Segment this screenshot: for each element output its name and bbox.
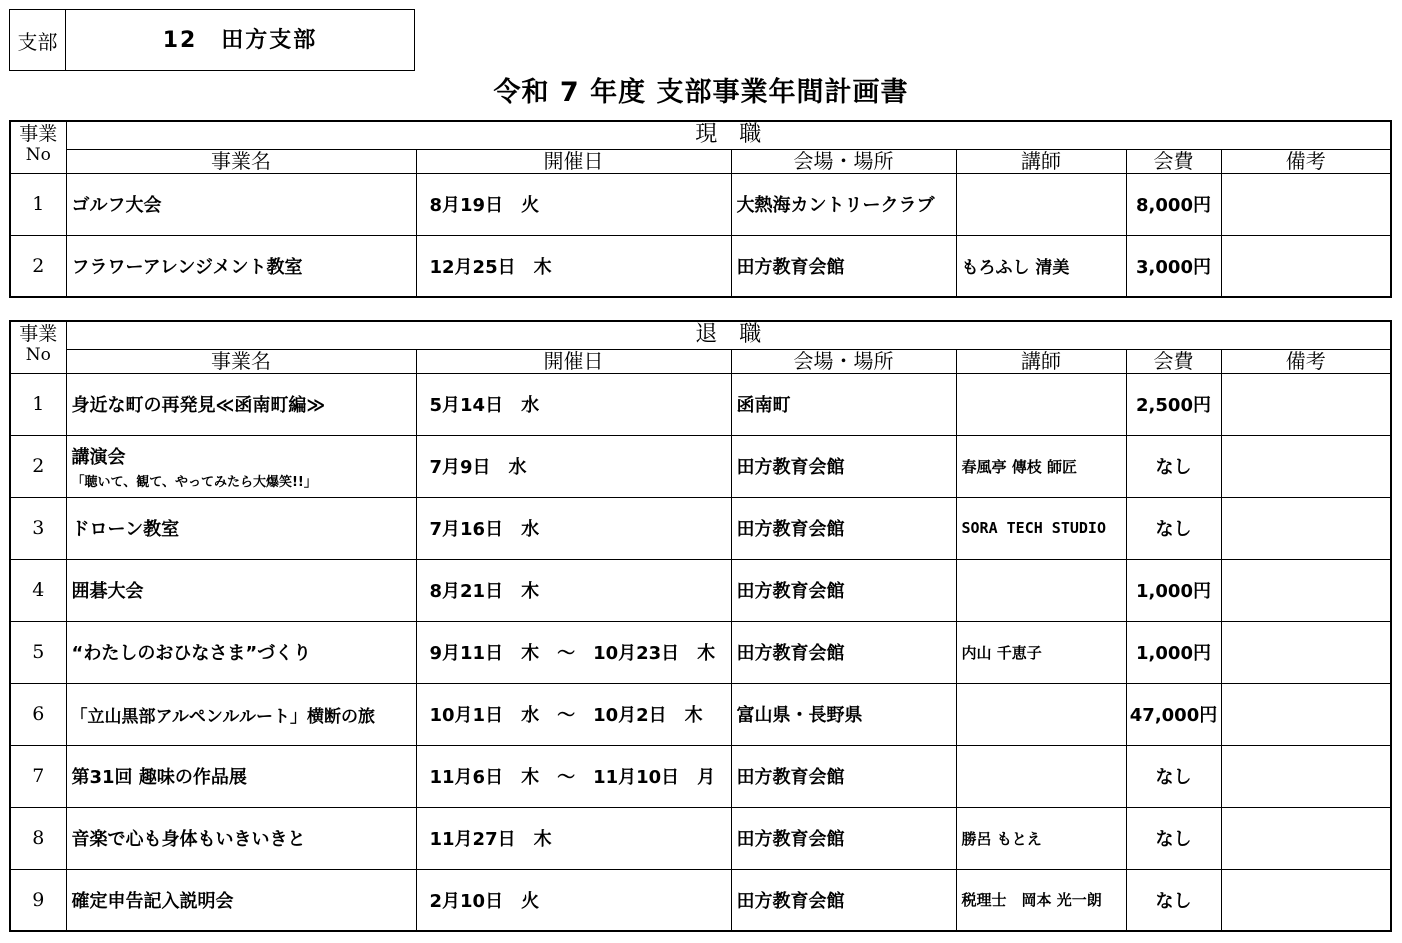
number-header-top: 事業 (19, 123, 58, 145)
venue: 田方教育会館 (731, 497, 956, 559)
notes (1221, 745, 1391, 807)
header-notes: 備考 (1221, 149, 1391, 173)
header-date: 開催日 (416, 349, 731, 373)
venue: 田方教育会館 (731, 235, 956, 297)
section-title: 退 職 (66, 321, 1391, 349)
header-lecturer: 講師 (956, 349, 1126, 373)
table-row (10, 173, 1391, 235)
fee: 3,000円 (1126, 235, 1221, 297)
event-name: 囲碁大会 (66, 559, 416, 621)
table-row (10, 373, 1391, 435)
event-name: フラワーアレンジメント教室 (66, 235, 416, 297)
fee: 8,000円 (1126, 173, 1221, 235)
notes (1221, 559, 1391, 621)
fee: なし (1126, 435, 1221, 497)
notes (1221, 435, 1391, 497)
notes (1221, 235, 1391, 297)
notes (1221, 373, 1391, 435)
event-name: 身近な町の再発見≪函南町編≫ (66, 373, 416, 435)
branch-box (9, 9, 415, 71)
header-date: 開催日 (416, 149, 731, 173)
branch-label: 支部 (10, 10, 66, 70)
lecturer: 勝呂 もとえ (956, 807, 1126, 869)
header-notes: 備考 (1221, 349, 1391, 373)
event-date: 8月21日 木 (416, 559, 731, 621)
section-header-row (10, 321, 1391, 349)
table-row (10, 235, 1391, 297)
event-name: 確定申告記入説明会 (66, 869, 416, 931)
column-header-row (10, 349, 1391, 373)
venue: 富山県・長野県 (731, 683, 956, 745)
lecturer (956, 745, 1126, 807)
table-row (10, 683, 1391, 745)
header-event: 事業名 (66, 349, 416, 373)
event-date: 8月19日 火 (416, 173, 731, 235)
branch-name: 12 田方支部 (162, 27, 318, 53)
row-number: 2 (10, 235, 66, 297)
venue: 田方教育会館 (731, 807, 956, 869)
event-subtitle: 「聴いて、観て、やってみたら大爆笑!!」 (71, 474, 317, 490)
event-name: ゴルフ大会 (66, 173, 416, 235)
notes (1221, 497, 1391, 559)
event-name: 「立山黒部アルペンルルート」横断の旅 (66, 683, 416, 745)
lecturer: 税理士 岡本 光一朗 (956, 869, 1126, 931)
event-date: 7月16日 水 (416, 497, 731, 559)
notes (1221, 621, 1391, 683)
lecturer: もろふし 清美 (956, 235, 1126, 297)
event-name: ドローン教室 (66, 497, 416, 559)
header-lecturer: 講師 (956, 149, 1126, 173)
row-number: 5 (10, 621, 66, 683)
lecturer (956, 173, 1126, 235)
event-name: 第31回 趣味の作品展 (66, 745, 416, 807)
row-number: 1 (10, 173, 66, 235)
fee: なし (1126, 497, 1221, 559)
row-number: 6 (10, 683, 66, 745)
fee: 1,000円 (1126, 621, 1221, 683)
table-row (10, 807, 1391, 869)
event-name: 講演会 (71, 446, 126, 468)
notes (1221, 807, 1391, 869)
event-date: 11月6日 木 ～ 11月10日 月 (416, 745, 731, 807)
lecturer (956, 373, 1126, 435)
section-title: 現 職 (66, 121, 1391, 149)
row-number: 9 (10, 869, 66, 931)
column-header-row (10, 149, 1391, 173)
event-name: 音楽で心も身体もいきいきと (66, 807, 416, 869)
header-event: 事業名 (66, 149, 416, 173)
event-date: 10月1日 水 ～ 10月2日 木 (416, 683, 731, 745)
header-venue: 会場・場所 (731, 149, 956, 173)
table-row (10, 621, 1391, 683)
fee: 47,000円 (1126, 683, 1221, 745)
number-header (10, 121, 66, 173)
venue: 大熱海カントリークラブ (731, 173, 956, 235)
notes (1221, 173, 1391, 235)
notes (1221, 869, 1391, 931)
row-number: 2 (10, 435, 66, 497)
section-header-row (10, 121, 1391, 149)
venue: 田方教育会館 (731, 745, 956, 807)
fee: 1,000円 (1126, 559, 1221, 621)
table-row (10, 559, 1391, 621)
number-header (10, 321, 66, 373)
document-title: 令和 7 年度 支部事業年間計画書 (493, 77, 909, 108)
table-row (10, 869, 1391, 931)
table-row (10, 745, 1391, 807)
row-number: 1 (10, 373, 66, 435)
header-venue: 会場・場所 (731, 349, 956, 373)
header-fee: 会費 (1126, 149, 1221, 173)
fee: なし (1126, 869, 1221, 931)
current-staff-table (9, 120, 1392, 298)
fee: 2,500円 (1126, 373, 1221, 435)
number-header-bottom: No (25, 144, 51, 165)
venue: 田方教育会館 (731, 435, 956, 497)
event-date: 5月14日 水 (416, 373, 731, 435)
row-number: 4 (10, 559, 66, 621)
event-date: 7月9日 水 (416, 435, 731, 497)
number-header-top: 事業 (19, 323, 58, 345)
venue: 田方教育会館 (731, 559, 956, 621)
venue: 函南町 (731, 373, 956, 435)
notes (1221, 683, 1391, 745)
lecturer (956, 683, 1126, 745)
table-row (10, 497, 1391, 559)
row-number: 3 (10, 497, 66, 559)
event-name-cell (66, 435, 416, 497)
lecturer: 春風亭 傳枝 師匠 (956, 435, 1126, 497)
table-row (10, 435, 1391, 497)
event-date: 2月10日 火 (416, 869, 731, 931)
lecturer (956, 559, 1126, 621)
event-date: 9月11日 木 ～ 10月23日 木 (416, 621, 731, 683)
row-number: 7 (10, 745, 66, 807)
number-header-bottom: No (25, 344, 51, 365)
fee: なし (1126, 745, 1221, 807)
event-date: 11月27日 木 (416, 807, 731, 869)
venue: 田方教育会館 (731, 869, 956, 931)
retired-staff-table (9, 320, 1392, 932)
lecturer: 内山 千恵子 (956, 621, 1126, 683)
lecturer: SORA TECH STUDIO (956, 497, 1126, 559)
fee: なし (1126, 807, 1221, 869)
row-number: 8 (10, 807, 66, 869)
event-date: 12月25日 木 (416, 235, 731, 297)
venue: 田方教育会館 (731, 621, 956, 683)
header-fee: 会費 (1126, 349, 1221, 373)
event-name: “わたしのおひなさま”づくり (66, 621, 416, 683)
